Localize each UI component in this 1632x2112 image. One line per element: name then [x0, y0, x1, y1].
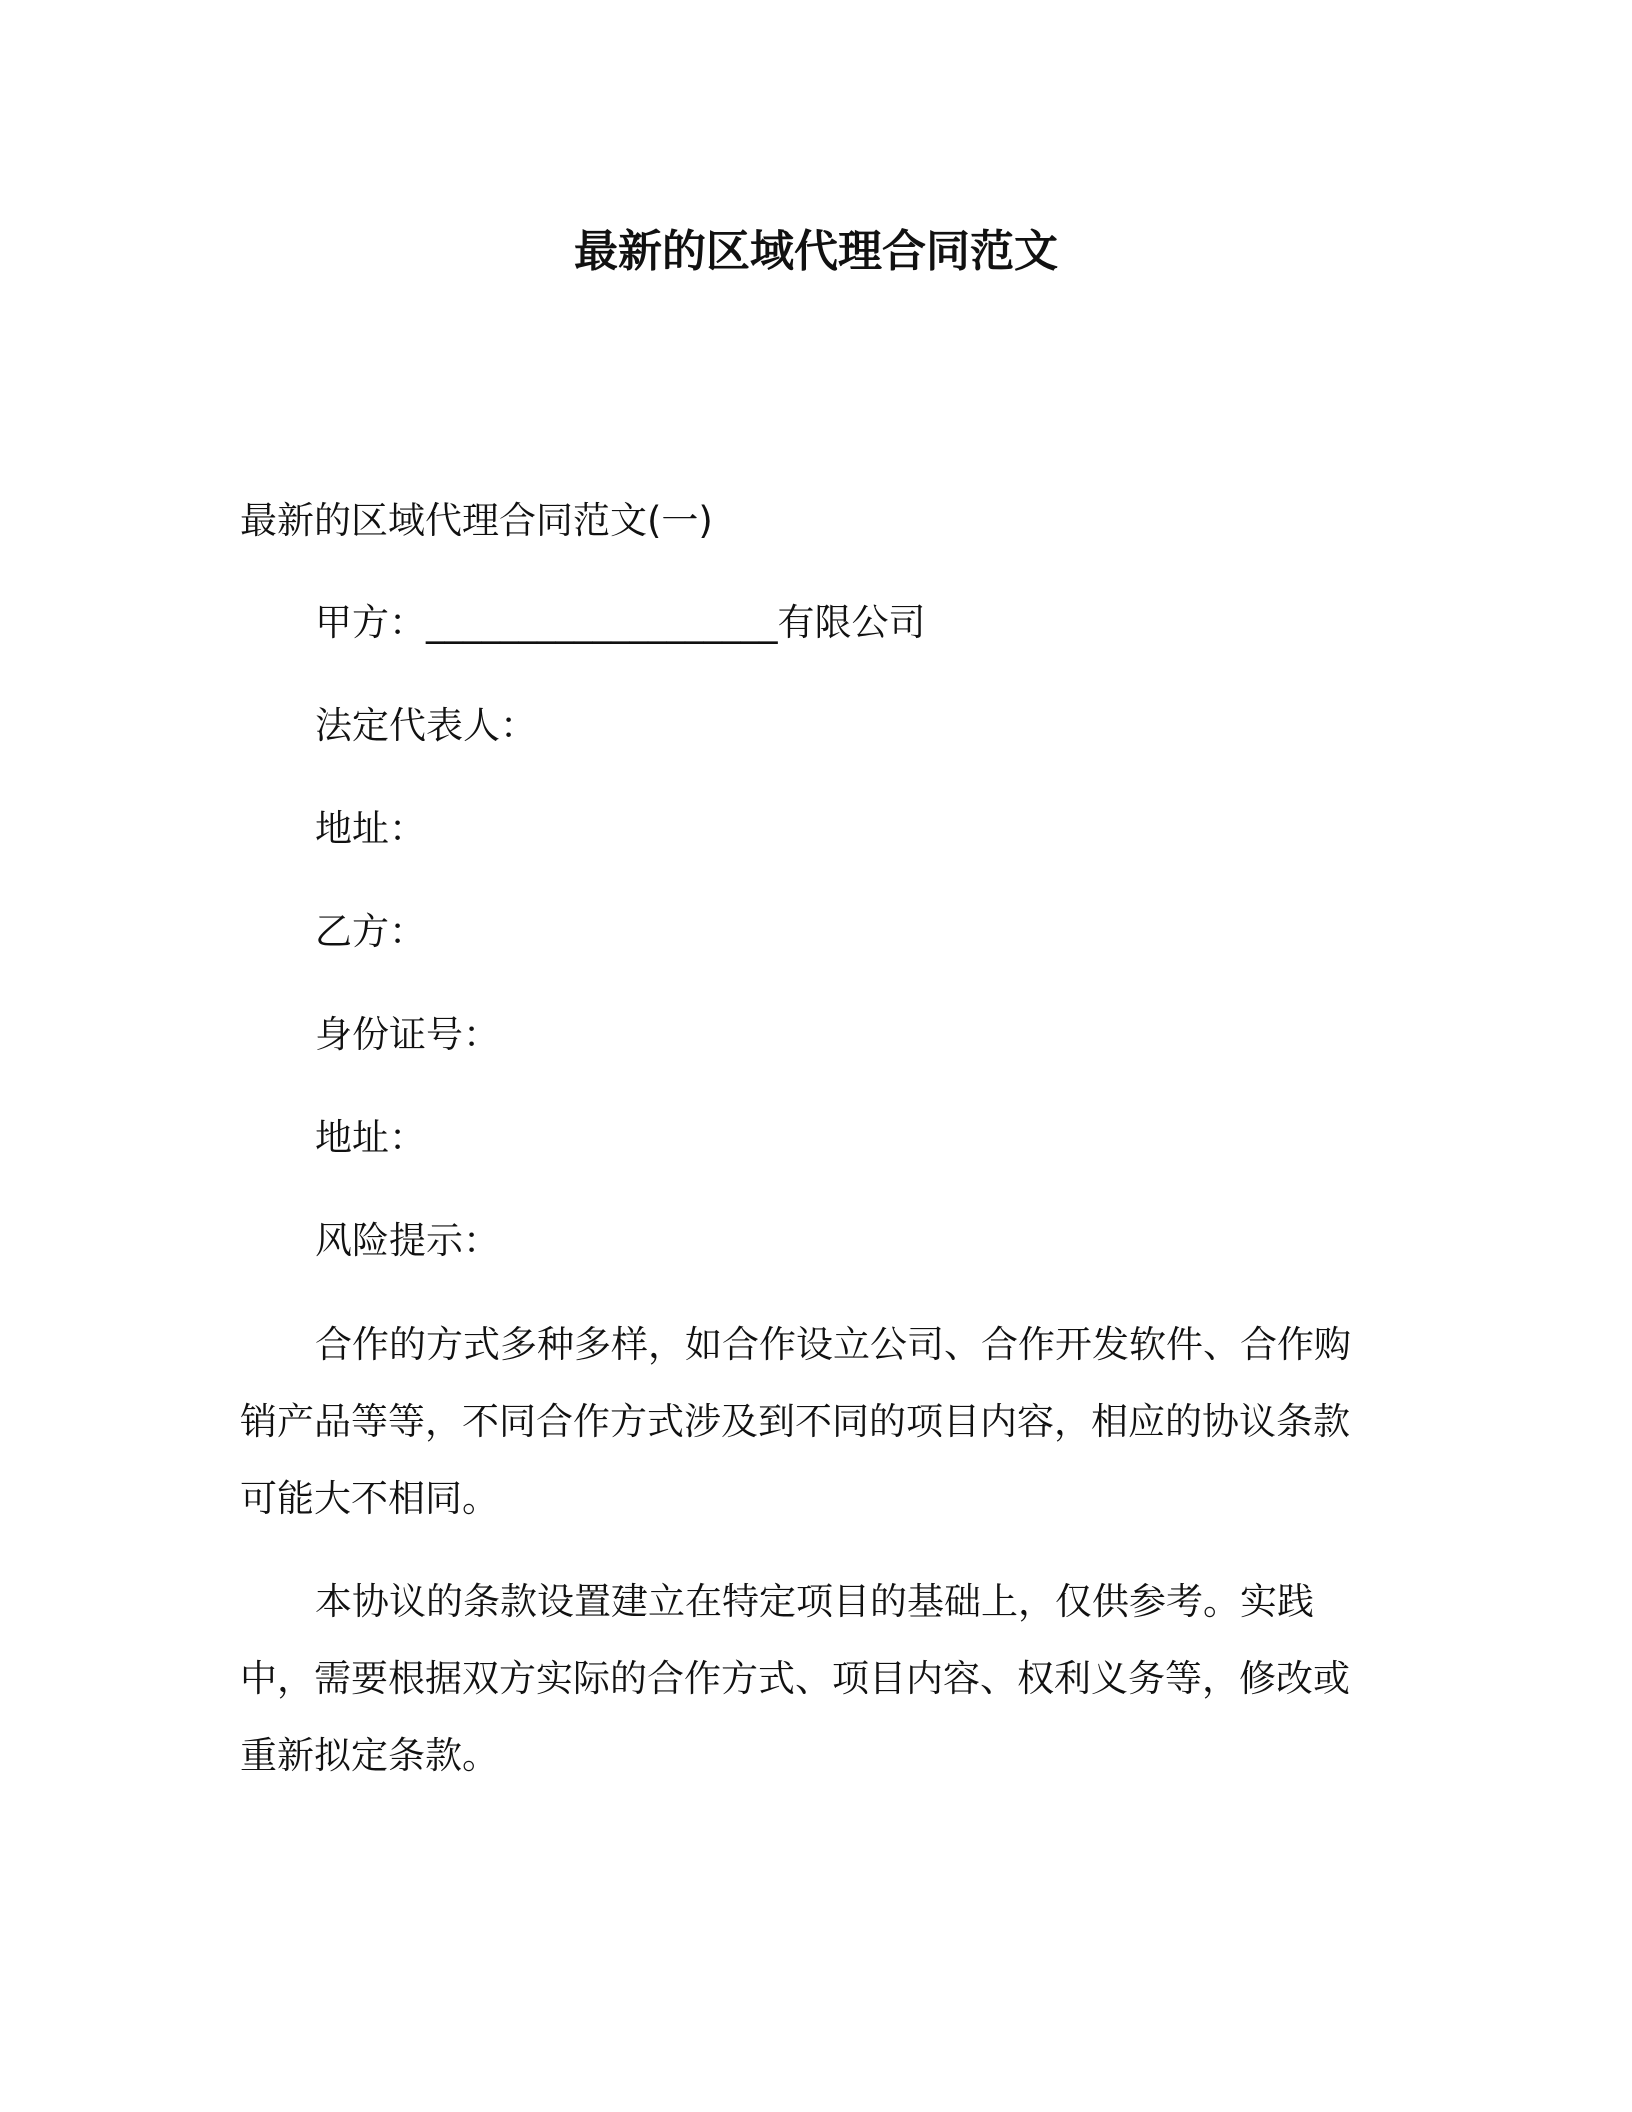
party-a-address-field: 地址： — [315, 807, 426, 850]
risk-paragraph-1: 合作的方式多种多样，如合作设立公司、合作开发软件、合作购销产品等等，不同合作方式涉及到不同的项目内容，相应的协议条款可能大不相同。 — [240, 1323, 1351, 1520]
id-number-field: 身份证号： — [315, 1013, 500, 1056]
document-title: 最新的区域代理合同范文 — [574, 226, 1058, 277]
section-heading: 最新的区域代理合同范文(一) — [240, 499, 713, 542]
party-b-address-field: 地址： — [315, 1116, 426, 1159]
legal-representative-field: 法定代表人： — [315, 704, 537, 747]
risk-paragraph-2: 本协议的条款设置建立在特定项目的基础上，仅供参考。实践中，需要根据双方实际的合作方式、项目内容、权利义务等，修改或重新拟定条款。 — [240, 1580, 1350, 1777]
party-a-field: 甲方：___________________有限公司 — [315, 601, 926, 644]
party-b-field: 乙方： — [315, 910, 426, 953]
risk-notice-heading: 风险提示： — [315, 1219, 500, 1262]
